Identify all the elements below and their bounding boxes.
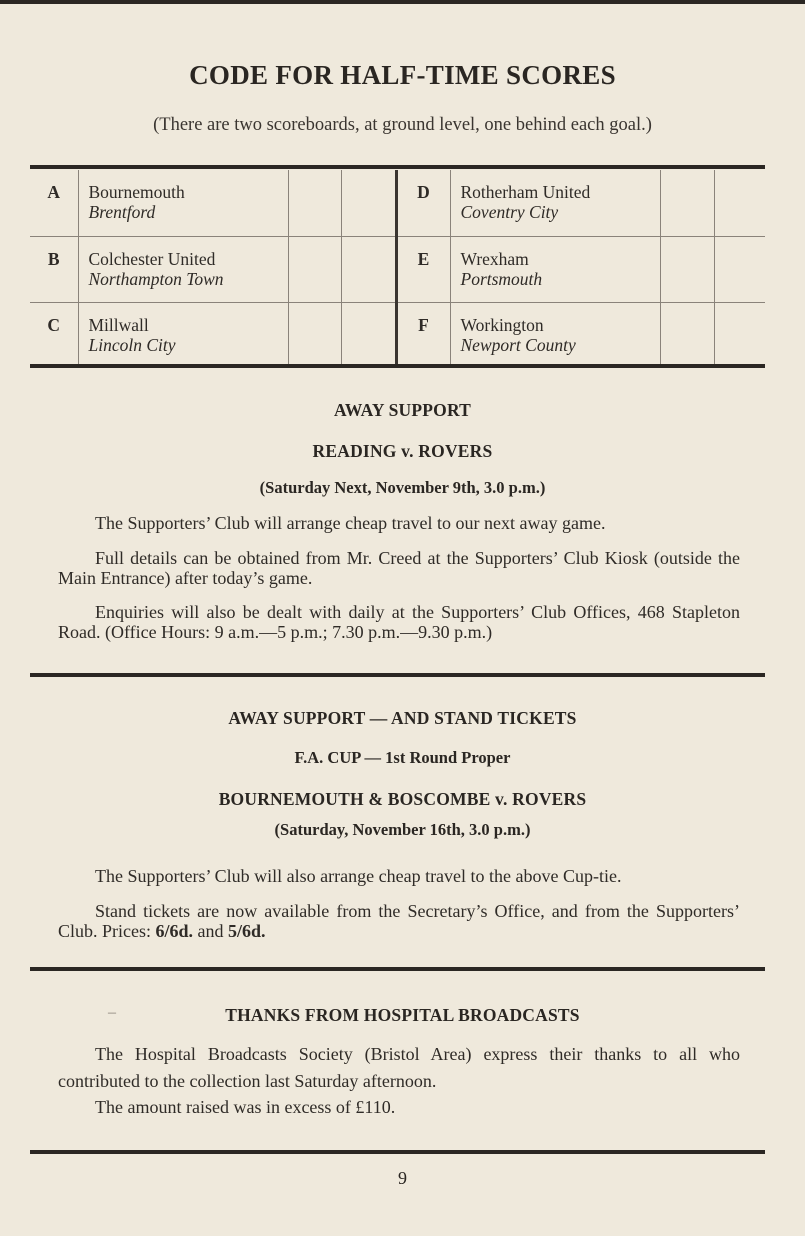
divider: [30, 1150, 765, 1154]
away-team: Newport County: [460, 334, 576, 355]
price-2: 5/6d.: [228, 921, 266, 941]
away-score-cell: [714, 170, 765, 236]
cup-round: F.A. CUP — 1st Round Proper: [294, 748, 511, 767]
home-team: Rotherham United: [460, 182, 591, 202]
divider: [30, 673, 765, 677]
top-border: [0, 0, 805, 4]
away-support-date: (Saturday Next, November 9th, 3.0 p.m.): [259, 478, 546, 497]
home-team: Workington: [460, 314, 544, 335]
code-letter: D: [396, 170, 450, 236]
fixture-cell: [78, 170, 288, 236]
divider: [30, 364, 765, 368]
thanks-paragraph-1: The Hospital Broadcasts Society (Bristol Area) express their thanks to all who contributed to the collection last Saturday afternoon.: [58, 1044, 740, 1091]
home-score-cell: [660, 302, 714, 364]
home-team: Bournemouth: [88, 182, 185, 202]
cup-paragraph-2: Stand tickets are now available from the Secretary’s Office, and from the Supporters’ Club. Prices: 6/6d. and 5/6d.: [58, 901, 740, 941]
code-row: [30, 236, 765, 302]
home-team: Wrexham: [460, 248, 529, 269]
cup-match: BOURNEMOUTH & BOSCOMBE v. ROVERS: [218, 789, 587, 809]
price-1: 6/6d.: [155, 921, 194, 941]
fixture-cell: [450, 302, 660, 364]
thanks-heading: THANKS FROM HOSPITAL BROADCASTS: [225, 1005, 580, 1025]
divider: [30, 165, 765, 169]
page-number: 9: [398, 1168, 407, 1188]
away-team: Coventry City: [460, 202, 559, 222]
home-team: Colchester United: [88, 248, 216, 269]
away-score-cell: [341, 170, 396, 236]
away-score-cell: [341, 236, 396, 302]
code-letter: F: [396, 302, 450, 364]
fixture-cell: [450, 170, 660, 236]
thanks-paragraph-2: The amount raised was in excess of £110.: [95, 1097, 396, 1117]
away-team: Northampton Town: [88, 268, 224, 289]
away-support-paragraph-3: Enquiries will also be dealt with daily at the Supporters’ Club Offices, 468 Stapleton Road. (Office Hours: 9 a.m.—5 p.m.; 7.30 p.m.—9.30 p.m.): [58, 602, 740, 642]
page-title: CODE FOR HALF-TIME SCORES: [189, 60, 616, 90]
away-support-heading: AWAY SUPPORT: [333, 400, 472, 420]
code-row: [30, 170, 765, 236]
away-team: Lincoln City: [88, 334, 176, 355]
fixture-cell: [78, 302, 288, 364]
cup-paragraph-1: The Supporters’ Club will also arrange cheap travel to the above Cup-tie.: [95, 866, 622, 886]
away-support-paragraph-2: Full details can be obtained from Mr. Creed at the Supporters’ Club Kiosk (outside the Main Entrance) after today’s game.: [58, 548, 740, 588]
away-score-cell: [714, 236, 765, 302]
home-team: Millwall: [88, 314, 149, 335]
away-support-paragraph-1: The Supporters’ Club will arrange cheap travel to our next away game.: [95, 513, 606, 533]
fixture-cell: [78, 236, 288, 302]
away-team: Portsmouth: [460, 268, 543, 289]
code-letter: C: [30, 302, 78, 364]
divider: [30, 967, 765, 971]
page-subtitle: (There are two scoreboards, at ground level, one behind each goal.): [153, 115, 652, 135]
home-score-cell: [288, 236, 341, 302]
stray-dash: –: [108, 1004, 116, 1021]
cup-date: (Saturday, November 16th, 3.0 p.m.): [274, 820, 531, 839]
home-score-cell: [660, 170, 714, 236]
away-score-cell: [341, 302, 396, 364]
cup-heading: AWAY SUPPORT — AND STAND TICKETS: [228, 708, 577, 728]
away-score-cell: [714, 302, 765, 364]
half-time-code-table: [30, 170, 765, 364]
home-score-cell: [288, 302, 341, 364]
code-letter: B: [30, 236, 78, 302]
code-letter: A: [30, 170, 78, 236]
fixture-cell: [450, 236, 660, 302]
code-letter: E: [396, 236, 450, 302]
code-row: [30, 302, 765, 364]
home-score-cell: [660, 236, 714, 302]
home-score-cell: [288, 170, 341, 236]
away-support-match: READING v. ROVERS: [312, 441, 493, 461]
away-team: Brentford: [88, 202, 156, 222]
